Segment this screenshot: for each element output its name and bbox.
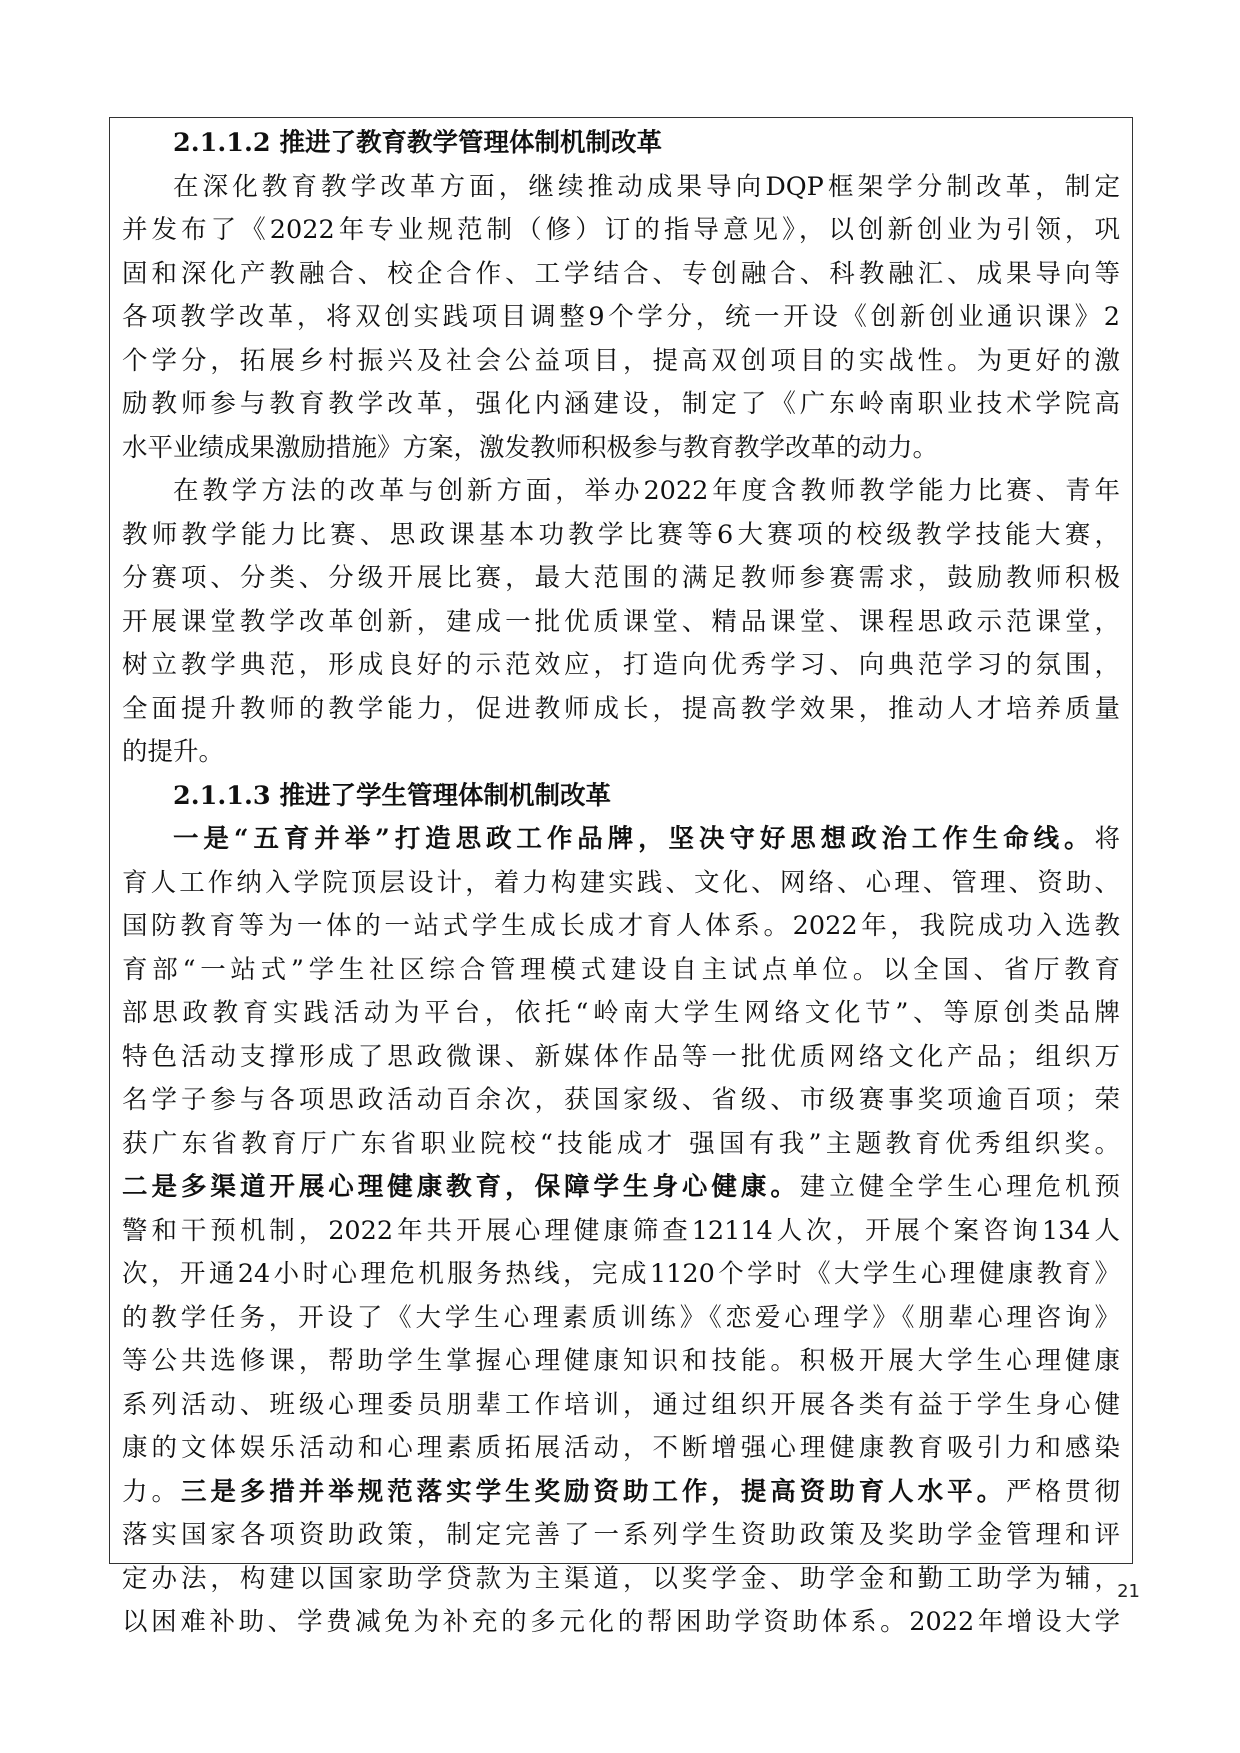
- paragraph-line: 树立教学典范，形成良好的示范效应，打造向优秀学习、向典范学习的氛围，: [122, 650, 1120, 680]
- paragraph-line: 落实国家各项资助政策，制定完善了一系列学生资助政策及奖助学金管理和评: [122, 1520, 1120, 1550]
- paragraph-line: 育人工作纳入学院顶层设计，着力构建实践、文化、网络、心理、管理、资助、: [122, 867, 1120, 898]
- paragraph-line: 各项教学改革，将双创实践项目调整9个学分，统一开设《创新创业通识课》2: [122, 302, 1120, 332]
- paragraph-line: 并发布了《2022年专业规范制（修）订的指导意见》，以创新创业为引领，巩: [122, 215, 1120, 245]
- paragraph-line: 在深化教育教学改革方面，继续推动成果导向DQP框架学分制改革，制定: [173, 171, 1120, 202]
- page-number: 21: [1117, 1581, 1140, 1602]
- paragraph-line: 个学分，拓展乡村振兴及社会公益项目，提高双创项目的实战性。为更好的激: [122, 345, 1120, 376]
- paragraph-line: 开展课堂教学改革创新，建成一批优质课堂、精品课堂、课程思政示范课堂，: [122, 606, 1120, 637]
- content-frame: [109, 117, 1133, 1637]
- paragraph-line: 警和干预机制，2022年共开展心理健康筛查12114人次，开展个案咨询134人: [122, 1215, 1120, 1246]
- paragraph-line: 康的文体娱乐活动和心理素质拓展活动，不断增强心理健康教育吸引力和感染: [122, 1433, 1120, 1463]
- paragraph-line: 分赛项、分类、分级开展比赛，最大范围的满足教师参赛需求，鼓励教师积极: [122, 563, 1120, 593]
- paragraph-line: 次，开通24小时心理危机服务热线，完成1120个学时《大学生心理健康教育》: [122, 1259, 1120, 1289]
- lead-prefix-3: 力。: [122, 1476, 181, 1507]
- paragraph-line: 水平业绩成果激励措施》方案，激发教师积极参与教育教学改革的动力。: [122, 432, 939, 463]
- section-heading-2112: 2.1.1.2 推进了教育教学管理体制机制改革: [173, 128, 662, 158]
- paragraph-line: 等公共选修课，帮助学生掌握心理健康知识和技能。积极开展大学生心理健康: [122, 1346, 1120, 1376]
- paragraph-line: 的提升。: [122, 737, 225, 767]
- lead-sentence-3: 三是多措并举规范落实学生奖励资助工作，提高资助育人水平。: [180, 1476, 1007, 1507]
- paragraph-line: 在教学方法的改革与创新方面，举办2022年度含教师教学能力比赛、青年: [173, 476, 1120, 506]
- paragraph-line: 特色活动支撑形成了思政微课、新媒体作品等一批优质网络文化产品；组织万: [122, 1041, 1120, 1072]
- paragraph-line: 育部“一站式”学生社区综合管理模式建设自主试点单位。以全国、省厅教育: [122, 954, 1120, 985]
- paragraph-line: [122, 818, 1120, 862]
- section-heading-2113: 2.1.1.3 推进了学生管理体制机制改革: [173, 780, 611, 811]
- paragraph-line: 教师教学能力比赛、思政课基本功教学比赛等6大赛项的校级教学技能大赛，: [122, 519, 1120, 550]
- paragraph-line: 励教师参与教育教学改革，强化内涵建设，制定了《广东岭南职业技术学院高: [122, 389, 1120, 419]
- paragraph-line: 获广东省教育厅广东省职业院校“技能成才 强国有我”主题教育优秀组织奖。: [122, 1128, 1120, 1159]
- paragraph-line: 系列活动、班级心理委员朋辈工作培训，通过组织开展各类有益于学生身心健: [122, 1389, 1120, 1420]
- lead-continuation-3: 严格贯彻: [1006, 1476, 1120, 1507]
- paragraph-line: 部思政教育实践活动为平台，依托“岭南大学生网络文化节”、等原创类品牌: [122, 998, 1120, 1028]
- paragraph-line: 的教学任务，开设了《大学生心理素质训练》《恋爱心理学》《朋辈心理咨询》: [122, 1302, 1120, 1333]
- paragraph-line: 定办法，构建以国家助学贷款为主渠道，以奖学金、助学金和勤工助学为辅，: [122, 1563, 1120, 1594]
- paragraph-line: 全面提升教师的教学能力，促进教师成长，提高教学效果，推动人才培养质量: [122, 693, 1120, 724]
- lead-continuation-2: 建立健全学生心理危机预: [799, 1172, 1120, 1202]
- paragraph-line: 固和深化产教融合、校企合作、工学结合、专创融合、科教融汇、成果导向等: [122, 258, 1120, 289]
- lead-continuation-1: 将: [1094, 824, 1120, 854]
- paragraph-line: 国防教育等为一体的一站式学生成长成才育人体系。2022年，我院成功入选教: [122, 911, 1120, 941]
- paragraph-line: [122, 1166, 1120, 1210]
- paragraph-line: 以困难补助、学费减免为补充的多元化的帮困助学资助体系。2022年增设大学: [122, 1607, 1120, 1637]
- paragraph-line: [122, 1471, 1120, 1515]
- paragraph-line: 名学子参与各项思政活动百余次，获国家级、省级、市级赛事奖项逾百项；荣: [122, 1085, 1120, 1115]
- lead-sentence-1: 一是“五育并举”打造思政工作品牌，坚决守好思想政治工作生命线。: [173, 824, 1095, 854]
- lead-sentence-2: 二是多渠道开展心理健康教育，保障学生身心健康。: [122, 1172, 800, 1202]
